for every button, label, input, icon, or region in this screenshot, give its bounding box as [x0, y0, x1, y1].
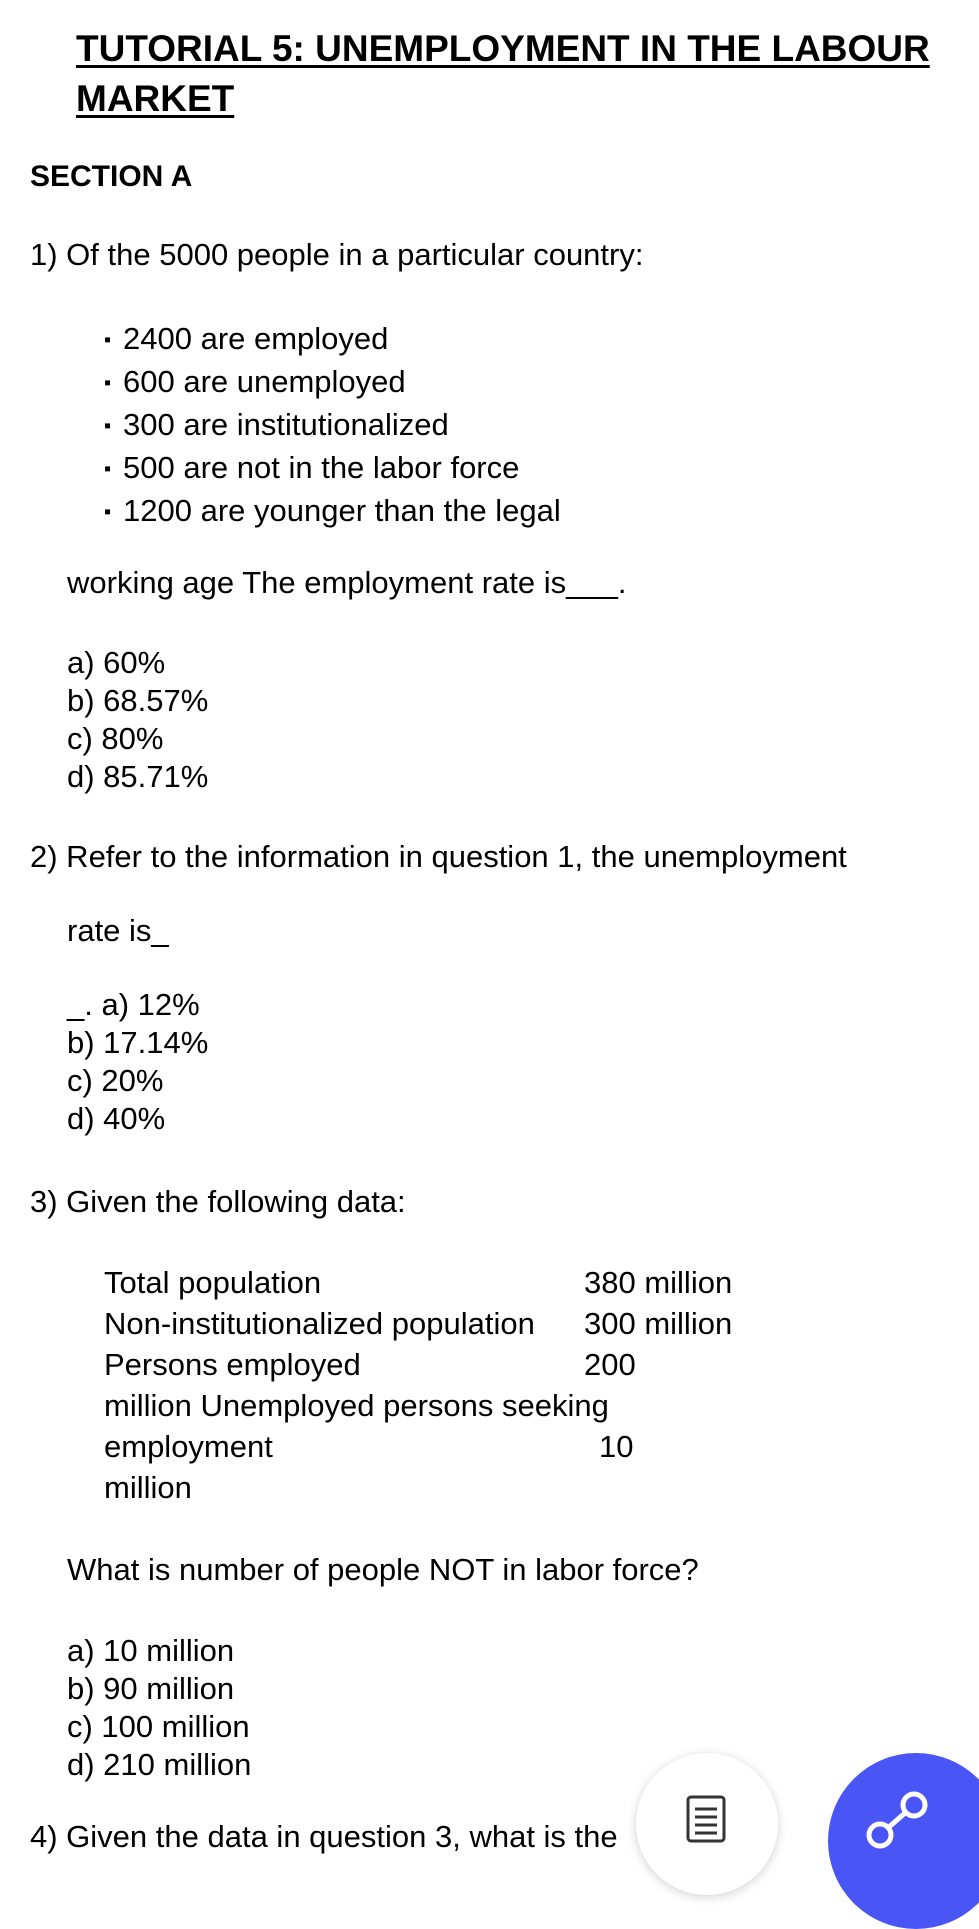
- question-3-stem: 3) Given the following data:: [30, 1184, 406, 1219]
- row-value: 300 million: [584, 1306, 733, 1341]
- list-item: ▪ 1200 are younger than the legal: [104, 490, 561, 533]
- table-row: [104, 1344, 636, 1385]
- row-value: 10: [599, 1429, 634, 1464]
- list-item: ▪ 500 are not in the labor force: [104, 447, 561, 490]
- option-item: b) 17.14%: [67, 1025, 209, 1060]
- option-item: b) 68.57%: [67, 683, 209, 718]
- row-label: Non-institutionalized population: [104, 1306, 535, 1341]
- option-item: c) 80%: [67, 721, 164, 756]
- list-item: ▪ 300 are institutionalized: [104, 404, 561, 447]
- list-item: ▪ 2400 are employed: [104, 318, 561, 361]
- row-value: 200: [584, 1347, 636, 1382]
- option-item: _. a) 12%: [67, 987, 200, 1022]
- option-item: c) 20%: [67, 1063, 164, 1098]
- question-2-stem: 2) Refer to the information in question 1, the unemployment: [30, 839, 847, 874]
- option-item: a) 10 million: [67, 1633, 235, 1668]
- question-2-options: [67, 986, 208, 1138]
- table-row: [104, 1385, 609, 1426]
- option-item: a) 60%: [67, 645, 166, 680]
- row-value: 380 million: [584, 1265, 733, 1300]
- table-row: [104, 1303, 733, 1344]
- row-label: million Unemployed persons seeking: [104, 1388, 609, 1423]
- question-4-stem-cutoff: 4) Given the data in question 3, what is the: [30, 1819, 618, 1854]
- option-item: d) 85.71%: [67, 759, 209, 794]
- share-button[interactable]: [828, 1753, 979, 1929]
- share-icon: [866, 1789, 930, 1849]
- option-item: c) 100 million: [67, 1709, 250, 1744]
- row-label: million: [104, 1470, 192, 1505]
- document-icon: [686, 1795, 726, 1843]
- list-item: ▪ 600 are unemployed: [104, 361, 561, 404]
- question-3-options: [67, 1632, 251, 1784]
- option-item: d) 40%: [67, 1101, 166, 1136]
- question-3-question: What is number of people NOT in labor force?: [67, 1552, 699, 1587]
- section-heading: SECTION A: [30, 160, 193, 193]
- row-label: Total population: [104, 1265, 322, 1300]
- question-1-continuation: working age The employment rate is___.: [67, 565, 627, 600]
- document-outline-button[interactable]: [636, 1753, 778, 1895]
- table-row: [104, 1426, 634, 1467]
- option-item: d) 210 million: [67, 1747, 252, 1782]
- question-1-bullets: [104, 318, 561, 533]
- question-2-continuation: rate is_: [67, 913, 169, 948]
- table-row: [104, 1262, 733, 1303]
- question-1-stem: 1) Of the 5000 people in a particular country:: [30, 237, 644, 272]
- question-3-data-table: [104, 1262, 733, 1508]
- row-label: Persons employed: [104, 1347, 361, 1382]
- table-row: [104, 1467, 609, 1508]
- page-title: TUTORIAL 5: UNEMPLOYMENT IN THE LABOUR MARKET: [76, 28, 930, 119]
- row-label: employment: [104, 1429, 273, 1464]
- question-1-options: [67, 644, 208, 796]
- option-item: b) 90 million: [67, 1671, 235, 1706]
